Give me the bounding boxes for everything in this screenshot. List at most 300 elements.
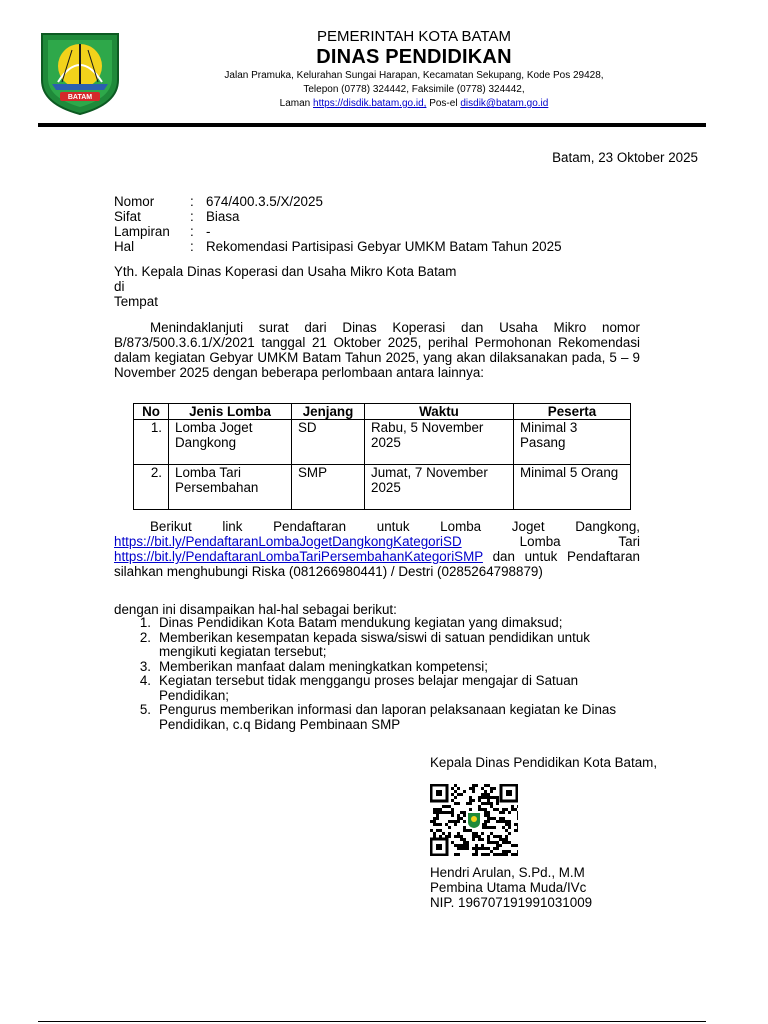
meta-value: Rekomendasi Partisipasi Gebyar UMKM Batam Tahun 2025: [206, 239, 562, 254]
qr-module: [487, 820, 490, 823]
meta-row-sifat: [114, 209, 562, 224]
qr-module: [484, 847, 487, 850]
email-label: Pos-el: [429, 98, 458, 109]
qr-module: [484, 826, 487, 829]
registration-link-sd[interactable]: https://bit.ly/PendaftaranLombaJogetDangkongKategoriSD: [114, 534, 462, 549]
qr-module: [487, 817, 490, 820]
qr-module: [463, 811, 466, 814]
qr-module: [499, 838, 502, 841]
qr-module: [460, 835, 463, 838]
qr-module: [466, 844, 469, 847]
qr-module: [460, 847, 463, 850]
meta-label: Nomor: [114, 194, 155, 209]
logo-text: BATAM: [67, 94, 93, 101]
qr-module: [493, 787, 496, 790]
registration-link-smp[interactable]: https://bit.ly/PendaftaranLombaTariPersembahanKategoriSMP: [114, 549, 483, 564]
qr-module: [511, 844, 514, 847]
qr-module: [436, 811, 439, 814]
qr-module: [451, 793, 454, 796]
qr-module: [454, 844, 457, 847]
qr-module: [433, 817, 436, 820]
qr-module: [454, 784, 457, 787]
qr-module: [508, 820, 511, 823]
qr-module: [478, 796, 481, 799]
qr-module: [496, 841, 499, 844]
qr-module: [463, 790, 466, 793]
qr-module: [484, 853, 487, 856]
qr-module: [517, 811, 518, 814]
qr-module: [478, 808, 481, 811]
qr-module: [472, 787, 475, 790]
meta-row-hal: [114, 239, 562, 254]
qr-module: [478, 799, 481, 802]
qr-module: [487, 784, 490, 787]
signer-nip: NIP. 196707191991031009: [430, 895, 593, 910]
qr-module: [469, 796, 472, 799]
qr-module: [481, 787, 484, 790]
recipient-name: Yth. Kepala Dinas Koperasi dan Usaha Mikro Kota Batam: [114, 264, 457, 279]
list-item: [114, 616, 640, 631]
qr-module: [490, 826, 493, 829]
qr-module: [490, 796, 493, 799]
qr-module: [481, 832, 484, 835]
qr-module: [463, 838, 466, 841]
letter-date: Batam, 23 Oktober 2025: [552, 150, 698, 165]
qr-module: [496, 820, 499, 823]
qr-module: [508, 823, 511, 826]
qr-module: [433, 832, 436, 835]
meta-label: Lampiran: [114, 224, 170, 239]
qr-module: [442, 811, 445, 814]
qr-module: [451, 811, 454, 814]
qr-module: [484, 796, 487, 799]
cell-lomba: Lomba Tari Persembahan: [169, 465, 292, 510]
meta-value: -: [206, 224, 211, 239]
signer-rank: Pembina Utama Muda/IVc: [430, 880, 587, 895]
qr-module: [475, 784, 478, 787]
qr-module: [517, 850, 518, 853]
qr-module: [517, 805, 518, 808]
qr-module: [484, 793, 487, 796]
bottom-divider: [38, 1021, 706, 1022]
meta-colon: :: [190, 239, 194, 254]
qr-module: [472, 799, 475, 802]
qr-module: [451, 841, 454, 844]
list-item: [114, 660, 640, 675]
signer-name: Hendri Arulan, S.Pd., M.M: [430, 865, 585, 880]
qr-module: [472, 832, 475, 835]
qr-module: [493, 808, 496, 811]
qr-module: [457, 820, 460, 823]
qr-module: [496, 802, 499, 805]
qr-module: [460, 811, 463, 814]
qr-module: [457, 802, 460, 805]
qr-module: [493, 841, 496, 844]
qr-module: [502, 808, 505, 811]
qr-module: [484, 808, 487, 811]
qr-module: [493, 826, 496, 829]
meta-value: 674/400.3.5/X/2025: [206, 194, 323, 209]
qr-module: [469, 799, 472, 802]
qr-module: [508, 841, 511, 844]
meta-label: Hal: [114, 239, 135, 254]
qr-module: [505, 835, 508, 838]
registration-paragraph: [114, 519, 640, 579]
office-phone: Telepon (0778) 324442, Faksimile (0778) 324442,: [303, 84, 525, 95]
qr-module: [487, 802, 490, 805]
qr-module: [436, 808, 439, 811]
qr-module: [439, 811, 442, 814]
points-list: [114, 616, 640, 732]
letterhead-divider: [38, 123, 706, 127]
point-number: 4.: [139, 673, 151, 688]
qr-module: [439, 808, 442, 811]
qr-module: [460, 817, 463, 820]
qr-module: [472, 790, 475, 793]
qr-module: [490, 805, 493, 808]
qr-module: [490, 841, 493, 844]
qr-module: [499, 844, 502, 847]
qr-module: [445, 805, 448, 808]
office-contact-line: [140, 97, 688, 111]
qr-module: [451, 799, 454, 802]
qr-module: [442, 805, 445, 808]
qr-module: [502, 853, 505, 856]
meta-row-nomor: [114, 194, 562, 209]
qr-module: [502, 817, 505, 820]
qr-module: [514, 829, 517, 832]
qr-module: [433, 811, 436, 814]
table-header-row: [134, 404, 631, 420]
point-number: 3.: [139, 658, 151, 674]
department-name: DINAS PENDIDIKAN: [316, 46, 512, 68]
meta-value: Biasa: [206, 209, 240, 224]
qr-module: [487, 796, 490, 799]
qr-module: [466, 841, 469, 844]
cell-jenjang: SD: [292, 420, 365, 465]
qr-module: [484, 802, 487, 805]
column-header-no: No: [134, 404, 169, 420]
qr-module: [496, 808, 499, 811]
qr-module: [499, 811, 502, 814]
qr-module: [490, 787, 493, 790]
government-name: PEMERINTAH KOTA BATAM: [317, 28, 511, 45]
qr-module: [517, 829, 518, 832]
cell-waktu: Jumat, 7 November 2025: [365, 465, 514, 510]
qr-module: [484, 811, 487, 814]
qr-module: [436, 814, 439, 817]
qr-module: [514, 844, 517, 847]
qr-module: [487, 826, 490, 829]
qr-module: [496, 835, 499, 838]
qr-module: [490, 802, 493, 805]
qr-module: [475, 835, 478, 838]
qr-module: [487, 799, 490, 802]
qr-module: [484, 820, 487, 823]
qr-module: [490, 817, 493, 820]
qr-module: [469, 808, 472, 811]
qr-module: [466, 847, 469, 850]
qr-module: [487, 847, 490, 850]
qr-module: [454, 823, 457, 826]
qr-module: [451, 787, 454, 790]
qr-module: [517, 817, 518, 820]
meta-row-lampiran: [114, 224, 562, 239]
qr-module: [496, 844, 499, 847]
qr-module: [508, 826, 511, 829]
qr-module: [490, 832, 493, 835]
qr-module: [508, 850, 511, 853]
qr-module: [475, 853, 478, 856]
qr-module: [502, 850, 505, 853]
qr-module: [436, 823, 439, 826]
qr-module: [484, 784, 487, 787]
qr-module: [436, 817, 439, 820]
qr-module: [448, 820, 451, 823]
cell-no: 1.: [134, 420, 169, 465]
web-label: Laman: [279, 98, 311, 109]
meta-colon: :: [190, 224, 194, 239]
qr-module: [496, 799, 499, 802]
qr-module: [457, 835, 460, 838]
qr-module: [475, 850, 478, 853]
qr-module: [490, 790, 493, 793]
column-header-peserta: Peserta: [514, 404, 631, 420]
signatory-title: Kepala Dinas Pendidikan Kota Batam,: [430, 755, 658, 770]
qr-module: [481, 796, 484, 799]
qr-module: [457, 853, 460, 856]
qr-module: [478, 805, 481, 808]
qr-module: [490, 850, 493, 853]
qr-module: [484, 814, 487, 817]
qr-module: [460, 844, 463, 847]
qr-module: [505, 820, 508, 823]
qr-module: [460, 838, 463, 841]
signer-block: [430, 865, 592, 910]
qr-module: [457, 832, 460, 835]
qr-module: [487, 853, 490, 856]
qr-module: [472, 847, 475, 850]
qr-module: [472, 853, 475, 856]
qr-module: [502, 838, 505, 841]
qr-module: [505, 841, 508, 844]
recipient-block: [114, 264, 456, 309]
qr-module: [457, 844, 460, 847]
qr-module: [514, 808, 517, 811]
qr-module: [505, 823, 508, 826]
qr-module: [430, 820, 433, 823]
registration-text-3: dan untuk Pendaftaran silahkan menghubungi Riska (081266980441) / Destri (0285264798879): [114, 549, 640, 579]
qr-module: [505, 838, 508, 841]
meta-colon: :: [190, 194, 194, 209]
point-text: Memberikan kesempatan kepada siswa/siswi di satuan pendidikan untuk mengikuti kegiatan tersebut;: [159, 629, 590, 659]
recipient-di: di: [114, 279, 125, 294]
qr-module: [511, 808, 514, 811]
qr-module: [454, 835, 457, 838]
qr-module: [502, 811, 505, 814]
qr-module: [436, 829, 439, 832]
recipient-place: Tempat: [114, 294, 158, 309]
qr-module: [511, 805, 514, 808]
points-intro: dengan ini disampaikan hal-hal sebagai berikut:: [114, 602, 397, 617]
qr-module: [448, 811, 451, 814]
batam-city-logo: [38, 28, 122, 116]
qr-module: [466, 802, 469, 805]
qr-module: [463, 841, 466, 844]
qr-module: [463, 814, 466, 817]
point-text: Kegiatan tersebut tidak menggangu proses belajar mengajar di Satuan Pendidikan;: [159, 673, 579, 703]
qr-module: [514, 823, 517, 826]
qr-module: [457, 847, 460, 850]
qr-module: [463, 829, 466, 832]
qr-module: [496, 847, 499, 850]
point-text: Dinas Pendidikan Kota Batam mendukung kegiatan yang dimaksud;: [159, 615, 563, 630]
list-item: [114, 703, 640, 732]
qr-module: [499, 853, 502, 856]
qr-module: [466, 829, 469, 832]
qr-module: [454, 820, 457, 823]
column-header-jenjang: Jenjang: [292, 404, 365, 420]
meta-label: Sifat: [114, 209, 141, 224]
qr-module: [439, 823, 442, 826]
qr-module: [454, 796, 457, 799]
qr-module: [487, 814, 490, 817]
qr-module: [463, 826, 466, 829]
qr-module: [472, 838, 475, 841]
cell-lomba: Lomba Joget Dangkong: [169, 420, 292, 465]
qr-module: [448, 805, 451, 808]
qr-module: [493, 835, 496, 838]
qr-module: [481, 838, 484, 841]
website-link[interactable]: https://disdik.batam.go.id,: [313, 98, 427, 109]
qr-module: [448, 832, 451, 835]
qr-module: [469, 829, 472, 832]
registration-text-1: Berikut link Pendaftaran untuk Lomba Joget Dangkong,: [150, 519, 640, 534]
qr-module: [451, 814, 454, 817]
competition-table: [133, 403, 631, 510]
qr-module: [469, 802, 472, 805]
qr-module: [472, 835, 475, 838]
qr-module: [439, 829, 442, 832]
qr-module: [454, 790, 457, 793]
point-text: Memberikan manfaat dalam meningkatkan kompetensi;: [159, 658, 488, 674]
qr-module: [517, 814, 518, 817]
cell-peserta: Minimal 5 Orang: [514, 465, 631, 510]
qr-module: [481, 847, 484, 850]
qr-module: [457, 793, 460, 796]
qr-module: [505, 850, 508, 853]
qr-module: [496, 796, 499, 799]
qr-module: [451, 820, 454, 823]
column-header-lomba: Jenis Lomba: [169, 404, 292, 420]
qr-module: [454, 802, 457, 805]
cell-peserta: Minimal 3 Pasang: [514, 420, 631, 465]
qr-module: [433, 823, 436, 826]
qr-module: [502, 826, 505, 829]
qr-module: [472, 784, 475, 787]
qr-module: [454, 853, 457, 856]
qr-module: [511, 853, 514, 856]
qr-module: [508, 811, 511, 814]
qr-module: [433, 808, 436, 811]
qr-module: [463, 847, 466, 850]
qr-module: [493, 817, 496, 820]
qr-module: [487, 793, 490, 796]
qr-module: [445, 823, 448, 826]
qr-module: [481, 844, 484, 847]
qr-module: [502, 841, 505, 844]
qr-module: [487, 838, 490, 841]
office-address: Jalan Pramuka, Kelurahan Sungai Harapan, Kecamatan Sekupang, Kode Pos 29428,: [224, 70, 604, 81]
qr-module: [451, 808, 454, 811]
letterhead: [140, 28, 688, 111]
qr-module: [457, 817, 460, 820]
qr-module: [457, 814, 460, 817]
qr-module: [484, 823, 487, 826]
qr-module: [475, 847, 478, 850]
qr-module: [442, 832, 445, 835]
qr-module: [478, 847, 481, 850]
cell-jenjang: SMP: [292, 465, 365, 510]
qr-module: [508, 832, 511, 835]
qr-module: [433, 820, 436, 823]
table-row: [134, 420, 631, 465]
qr-module: [469, 787, 472, 790]
list-item: [114, 631, 640, 660]
point-number: 2.: [139, 629, 151, 645]
qr-module: [478, 838, 481, 841]
qr-module: [502, 820, 505, 823]
qr-module: [457, 787, 460, 790]
qr-module: [481, 808, 484, 811]
qr-module: [499, 820, 502, 823]
point-number: 1.: [139, 615, 151, 630]
qr-module: [505, 808, 508, 811]
qr-code-icon: [430, 784, 518, 856]
qr-module: [505, 829, 508, 832]
qr-module: [487, 835, 490, 838]
qr-module: [430, 829, 433, 832]
qr-module: [505, 853, 508, 856]
qr-module: [481, 853, 484, 856]
qr-module: [487, 841, 490, 844]
qr-module: [517, 826, 518, 829]
qr-module: [493, 847, 496, 850]
point-number: 5.: [139, 702, 151, 717]
table-row: [134, 465, 631, 510]
qr-module: [463, 820, 466, 823]
list-item: [114, 674, 640, 703]
qr-module: [475, 844, 478, 847]
qr-module: [445, 811, 448, 814]
email-link[interactable]: disdik@batam.go.id: [460, 98, 549, 109]
letter-meta: [114, 194, 562, 254]
registration-text-2: Lomba Tari: [461, 534, 640, 549]
qr-module: [484, 790, 487, 793]
qr-module: [478, 835, 481, 838]
qr-module: [481, 802, 484, 805]
point-text: Pengurus memberikan informasi dan laporan pelaksanaan kegiatan ke Dinas Pendidikan, c.q Bidang Pembinaan SMP: [159, 702, 617, 732]
intro-paragraph: Menindaklanjuti surat dari Dinas Koperasi dan Usaha Mikro nomor B/873/500.3.6.1/X/2021 tanggal 21 Oktober 2025, perihal Permohonan Rekomendasi dalam kegiatan Gebyar UMKM Batam Tahun 2025, yang akan dilaksanakan pada, 5 – 9 November 2025 dengan beberapa perlombaan antara lainnya:: [114, 320, 640, 380]
qr-module: [499, 835, 502, 838]
meta-colon: :: [190, 209, 194, 224]
cell-no: 2.: [134, 465, 169, 510]
qr-module: [517, 823, 518, 826]
qr-module: [517, 844, 518, 847]
cell-waktu: Rabu, 5 November 2025: [365, 420, 514, 465]
qr-module: [493, 853, 496, 856]
qr-module: [514, 853, 517, 856]
